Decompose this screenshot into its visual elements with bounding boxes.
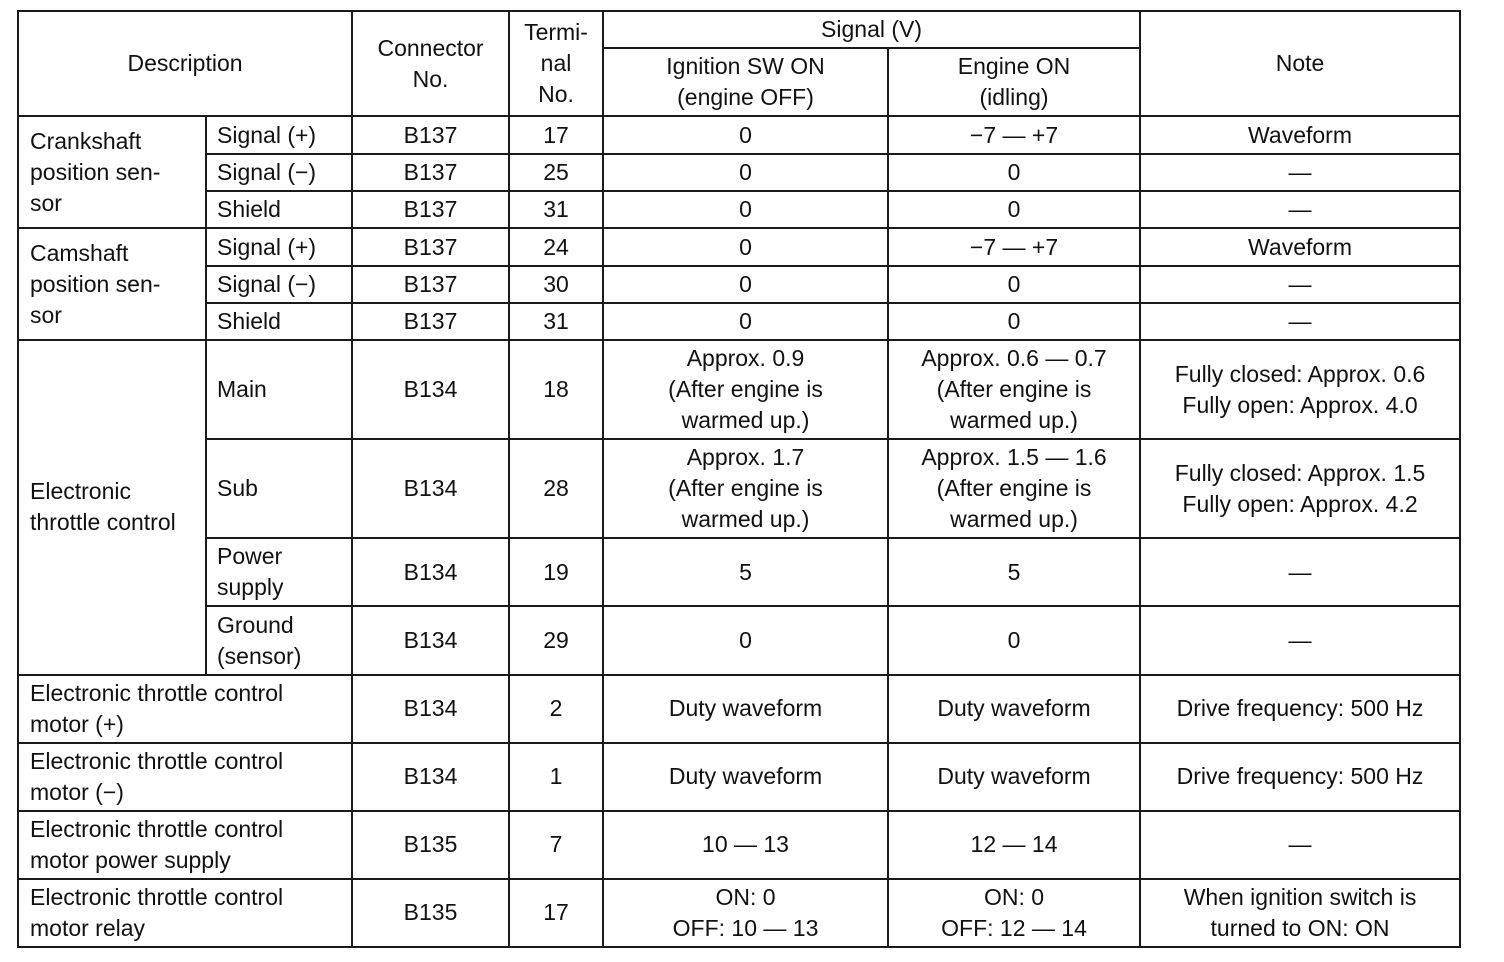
text-line: Signal (−)	[217, 271, 317, 298]
text-line: warmed up.)	[681, 407, 810, 434]
engine-cell	[888, 439, 1140, 538]
terminal-cell: 24	[509, 228, 603, 266]
table-row	[18, 191, 1460, 228]
connector-cell: B137	[352, 228, 509, 266]
description-cell	[18, 811, 352, 879]
note-cell	[1140, 879, 1460, 947]
note-cell	[1140, 743, 1460, 811]
terminal-cell: 31	[509, 303, 603, 340]
text-line: —	[1288, 627, 1312, 654]
connector-cell: B134	[352, 439, 509, 538]
text-line: 0	[1007, 196, 1021, 223]
text-line: Waveform	[1248, 121, 1352, 148]
note-cell	[1140, 228, 1460, 266]
ignition-cell	[603, 743, 888, 811]
connector-cell: B134	[352, 340, 509, 439]
text-line: No.	[538, 81, 574, 107]
text-line: Approx. 1.5 — 1.6	[921, 444, 1107, 471]
text-line: −7 — +7	[969, 121, 1059, 148]
text-line: 0	[739, 196, 752, 223]
text-line: 5	[1007, 558, 1021, 585]
text-line: 0	[739, 121, 752, 148]
sub-cell	[206, 340, 352, 439]
connector-cell: B135	[352, 811, 509, 879]
text-line: sor	[30, 301, 62, 328]
text-line: (sensor)	[217, 642, 302, 669]
text-line: Drive frequency: 500 Hz	[1176, 763, 1424, 790]
text-line: Fully closed: Approx. 1.5	[1174, 459, 1426, 486]
text-line: warmed up.)	[681, 506, 810, 533]
connector-cell: B135	[352, 879, 509, 947]
engine-cell	[888, 266, 1140, 303]
text-line: —	[1288, 831, 1312, 858]
ignition-cell	[603, 116, 888, 154]
ignition-cell	[603, 439, 888, 538]
text-line: —	[1288, 159, 1312, 186]
note-cell	[1140, 154, 1460, 191]
table-row	[18, 266, 1460, 303]
text-line: (After engine is	[668, 475, 823, 502]
header-note-text: Note	[1275, 50, 1325, 76]
ignition-cell	[603, 538, 888, 606]
text-line: Shield	[217, 196, 281, 223]
text-line: Duty waveform	[937, 763, 1091, 790]
header-signal	[603, 11, 1140, 48]
text-line: When ignition switch is	[1183, 883, 1417, 910]
text-line: Fully open: Approx. 4.2	[1182, 490, 1418, 517]
text-line: nal	[540, 50, 572, 76]
text-line: −7 — +7	[969, 233, 1059, 260]
sub-cell	[206, 116, 352, 154]
sub-cell	[206, 439, 352, 538]
text-line: Signal (+)	[217, 121, 317, 148]
description-cell	[18, 675, 352, 743]
engine-cell	[888, 154, 1140, 191]
text-line: position sen-	[30, 270, 161, 297]
text-line: 0	[739, 308, 752, 335]
description-cell	[18, 743, 352, 811]
text-line: Sub	[217, 475, 258, 502]
text-line: Approx. 1.7	[686, 444, 805, 471]
engine-cell	[888, 191, 1140, 228]
ignition-cell	[603, 340, 888, 439]
text-line: —	[1288, 196, 1312, 223]
text-line: Signal (+)	[217, 233, 317, 260]
text-line: 0	[739, 233, 752, 260]
text-line: (After engine is	[936, 376, 1092, 403]
text-line: 0	[739, 627, 752, 654]
text-line: Duty waveform	[668, 763, 823, 790]
text-line: —	[1288, 308, 1312, 335]
table-row	[18, 675, 1460, 743]
note-cell	[1140, 266, 1460, 303]
text-line: motor power supply	[30, 846, 231, 873]
header-engine	[888, 48, 1140, 116]
header-ignition	[603, 48, 888, 116]
text-line: Crankshaft	[30, 127, 142, 154]
text-line: Duty waveform	[668, 695, 823, 722]
header-connector	[352, 11, 509, 116]
note-cell	[1140, 538, 1460, 606]
table-row	[18, 303, 1460, 340]
text-line: Engine ON	[957, 53, 1071, 79]
text-line: ON: 0	[983, 883, 1045, 910]
text-line: —	[1288, 558, 1312, 585]
text-line: motor (+)	[30, 710, 124, 737]
terminal-cell: 18	[509, 340, 603, 439]
text-line: —	[1288, 271, 1312, 298]
sub-cell	[206, 191, 352, 228]
text-line: Connector	[377, 34, 484, 61]
text-line: 0	[1007, 308, 1021, 335]
text-line: motor (−)	[30, 778, 124, 805]
text-line: motor relay	[30, 914, 146, 941]
text-line: No.	[412, 65, 449, 92]
text-line: 0	[1007, 627, 1021, 654]
text-line: 10 — 13	[702, 831, 789, 858]
terminal-cell: 7	[509, 811, 603, 879]
connector-cell: B137	[352, 116, 509, 154]
table-row	[18, 811, 1460, 879]
connector-cell: B137	[352, 154, 509, 191]
text-line: (idling)	[979, 84, 1049, 110]
connector-cell: B134	[352, 675, 509, 743]
ignition-cell	[603, 675, 888, 743]
text-line: Ignition SW ON	[666, 53, 825, 79]
engine-cell	[888, 228, 1140, 266]
table-row	[18, 538, 1460, 606]
header-description-text: Description	[127, 50, 243, 76]
text-line: Fully closed: Approx. 0.6	[1174, 360, 1426, 387]
text-line: 12 — 14	[970, 831, 1058, 858]
text-line: (After engine is	[936, 475, 1092, 502]
group-camshaft	[18, 228, 206, 340]
text-line: turned to ON: ON	[1210, 914, 1390, 941]
text-line: Drive frequency: 500 Hz	[1176, 695, 1424, 722]
text-line: Electronic throttle control	[30, 679, 284, 706]
group-electronic-throttle	[18, 340, 206, 674]
text-line: OFF: 10 — 13	[672, 914, 819, 941]
terminal-cell: 28	[509, 439, 603, 538]
text-line: Waveform	[1248, 233, 1352, 260]
connector-cell: B137	[352, 266, 509, 303]
text-line: ON: 0	[715, 883, 776, 910]
text-line: 0	[1007, 271, 1021, 298]
note-cell	[1140, 811, 1460, 879]
text-line: Signal (−)	[217, 159, 317, 186]
note-cell	[1140, 116, 1460, 154]
text-line: Electronic throttle control	[30, 815, 284, 842]
text-line: warmed up.)	[950, 407, 1078, 434]
connector-cell: B134	[352, 538, 509, 606]
description-cell	[18, 879, 352, 947]
engine-cell	[888, 303, 1140, 340]
table-row	[18, 606, 1460, 674]
text-line: Ground	[217, 611, 294, 638]
sub-cell	[206, 303, 352, 340]
sub-cell	[206, 538, 352, 606]
text-line: Electronic throttle control	[30, 747, 284, 774]
terminal-cell: 1	[509, 743, 603, 811]
engine-cell	[888, 538, 1140, 606]
table-row	[18, 879, 1460, 947]
connector-cell: B134	[352, 743, 509, 811]
engine-cell	[888, 116, 1140, 154]
table-row	[18, 116, 1460, 154]
text-line: Electronic	[30, 478, 131, 505]
ignition-cell	[603, 811, 888, 879]
text-line: supply	[217, 574, 284, 601]
text-line: Termi-	[524, 19, 588, 45]
engine-cell	[888, 340, 1140, 439]
note-cell	[1140, 191, 1460, 228]
terminal-cell: 17	[509, 879, 603, 947]
text-line: position sen-	[30, 158, 161, 185]
table-row	[18, 340, 1460, 439]
table-row	[18, 439, 1460, 538]
header-signal-text: Signal (V)	[821, 16, 923, 42]
text-line: (After engine is	[668, 376, 823, 403]
sub-cell	[206, 266, 352, 303]
text-line: Electronic throttle control	[30, 883, 284, 910]
text-line: throttle control	[30, 509, 176, 536]
text-line: Duty waveform	[937, 695, 1091, 722]
ignition-cell	[603, 191, 888, 228]
note-cell	[1140, 340, 1460, 439]
text-line: 0	[739, 159, 752, 186]
header-terminal	[509, 11, 603, 116]
text-line: 0	[1007, 159, 1021, 186]
group-crankshaft	[18, 116, 206, 228]
terminal-cell: 25	[509, 154, 603, 191]
text-line: Power	[217, 543, 283, 570]
ignition-cell	[603, 154, 888, 191]
text-line: OFF: 12 — 14	[941, 914, 1087, 941]
table-row	[18, 228, 1460, 266]
text-line: 0	[739, 271, 752, 298]
ignition-cell	[603, 228, 888, 266]
engine-cell	[888, 879, 1140, 947]
text-line: (engine OFF)	[677, 84, 814, 110]
connector-cell: B134	[352, 606, 509, 674]
sub-cell	[206, 154, 352, 191]
engine-cell	[888, 675, 1140, 743]
text-line: Approx. 0.9	[686, 345, 805, 372]
terminal-cell: 19	[509, 538, 603, 606]
connector-cell: B137	[352, 191, 509, 228]
engine-cell	[888, 606, 1140, 674]
text-line: 5	[739, 558, 752, 585]
note-cell	[1140, 675, 1460, 743]
text-line: Shield	[217, 308, 281, 335]
terminal-cell: 31	[509, 191, 603, 228]
note-cell	[1140, 303, 1460, 340]
engine-cell	[888, 743, 1140, 811]
table-row	[18, 743, 1460, 811]
terminal-signal-table	[17, 10, 1461, 948]
terminal-cell: 2	[509, 675, 603, 743]
text-line: Fully open: Approx. 4.0	[1182, 391, 1418, 418]
text-line: Main	[217, 376, 267, 403]
header-note	[1140, 11, 1460, 116]
terminal-cell: 30	[509, 266, 603, 303]
header-description	[18, 11, 352, 116]
ignition-cell	[603, 879, 888, 947]
sub-cell	[206, 606, 352, 674]
text-line: sor	[30, 189, 62, 216]
sub-cell	[206, 228, 352, 266]
text-line: Camshaft	[30, 239, 129, 266]
terminal-cell: 29	[509, 606, 603, 674]
terminal-cell: 17	[509, 116, 603, 154]
engine-cell	[888, 811, 1140, 879]
table-row	[18, 154, 1460, 191]
table-body	[18, 116, 1460, 947]
ignition-cell	[603, 266, 888, 303]
note-cell	[1140, 439, 1460, 538]
connector-cell: B137	[352, 303, 509, 340]
ignition-cell	[603, 606, 888, 674]
note-cell	[1140, 606, 1460, 674]
ignition-cell	[603, 303, 888, 340]
text-line: Approx. 0.6 — 0.7	[921, 345, 1107, 372]
text-line: warmed up.)	[950, 506, 1078, 533]
